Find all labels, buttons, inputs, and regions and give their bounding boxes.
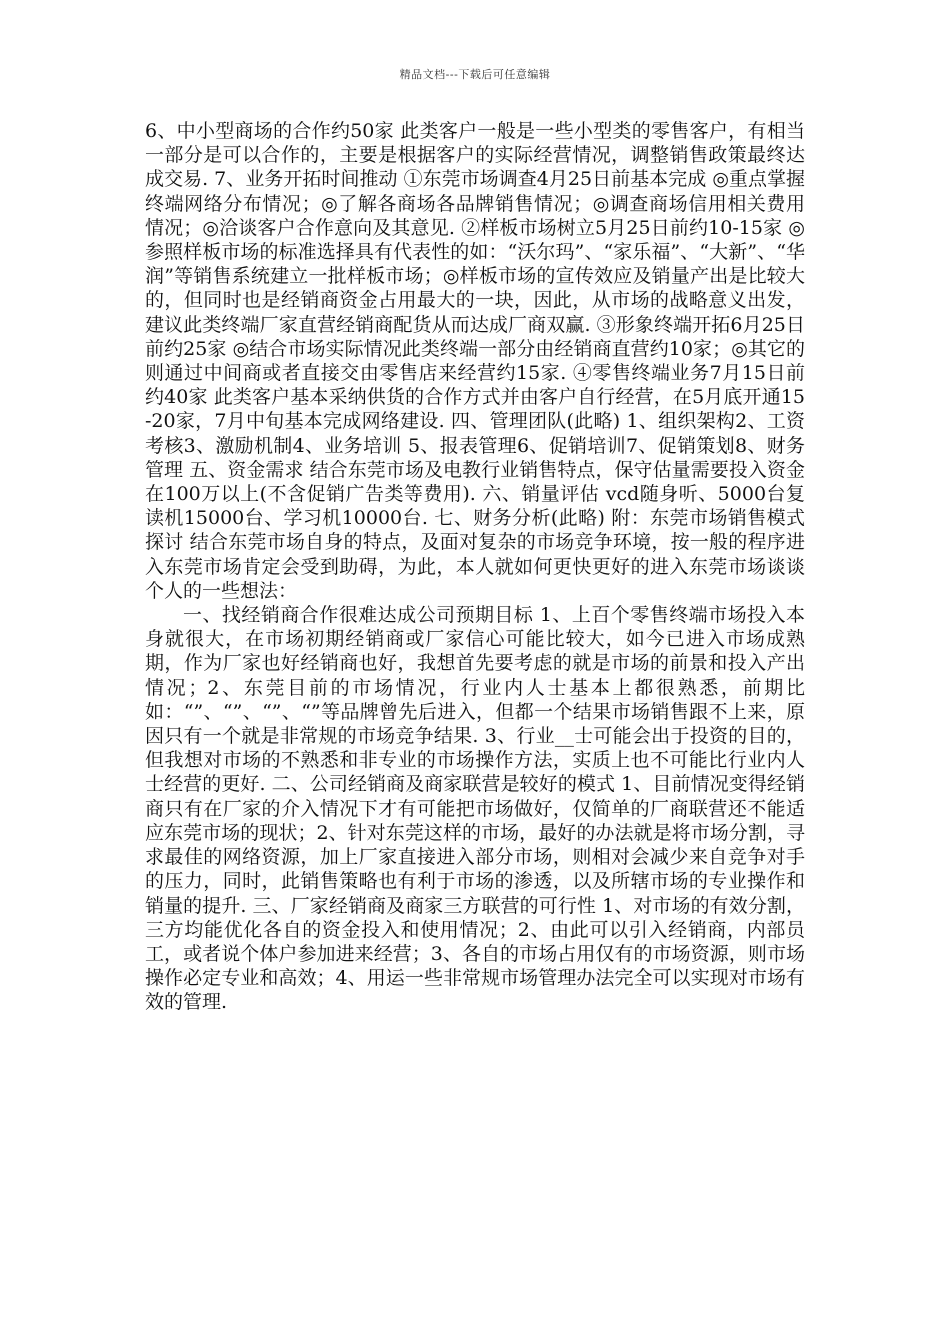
page-header: 精品文档---下载后可任意编辑 [399,68,551,81]
paragraph-2: 一、找经销商合作很难达成公司预期目标 1、上百个零售终端市场投入本身就很大，在市场初期经销商或厂家信心可能比较大，如今已进入市场成熟期，作为厂家也好经销商也好，我想首先要考虑的就是市场的前景和投入产出情况；2、东莞目前的市场情况，行业内人士基本上都很熟悉，前期比如：“”、“”、“”、“”等品牌曾先后进入，但都一个结果市场销售跟不上来，原因只有一个就是非常规的市场竞争结果. 3、行业__士可能会出于投资的目的，但我想对市场的不熟悉和非专业的市场操作方法，实质上也不可能比行业内人士经营的更好. 二、公司经销商及商家联营是较好的模式 1、目前情况变得经销商只有在厂家的介入情况下才有可能把市场做好，仅简单的厂商联营还不能适应东莞市场的现状；2、针对东莞这样的市场，最好的办法就是将市场分割，寻求最佳的网络资源，加上厂家直接进入部分市场，则相对会减少来自竞争对手的压力，同时，此销售策略也有利于市场的渗透，以及所辖市场的专业操作和销量的提升. 三、厂家经销商及商家三方联营的可行性 1、对市场的有效分割，三方均能优化各自的资金投入和使用情况；2、由此可以引入经销商，内部员工，或者说个体户参加进来经营；3、各自的市场占用仅有的市场资源，则市场操作必定专业和高效；4、用运一些非常规市场管理办法完全可以实现对市场有效的管理. [145,604,805,1014]
paragraph-1: 6、中小型商场的合作约50家 此类客户一般是一些小型类的零售客户，有相当一部分是可以合作的，主要是根据客户的实际经营情况，调整销售政策最终达成交易. 7、业务开拓时间推动 ①东莞市场调查4月25日前基本完成 ◎重点掌握终端网络分布情况；◎了解各商场各品牌销售情况；◎调查商场信用相关费用情况；◎洽谈客户合作意向及其意见. ②样板市场树立5月25日前约10-15家 ◎参照样板市场的标准选择具有代表性的如：“沃尔玛”、“家乐福”、“大新”、“华润”等销售系统建立一批样板市场；◎样板市场的宣传效应及销量产出是比较大的，但同时也是经销商资金占用最大的一块，因此，从市场的战略意义出发，建议此类终端厂家直营经销商配货从而达成厂商双赢. ③形象终端开拓6月25日前约25家 ◎结合市场实际情况此类终端一部分由经销商直营约10家；◎其它的则通过中间商或者直接交由零售店来经营约15家. ④零售终端业务7月15日前约40家 此类客户基本采纳供货的合作方式并由客户自行经营，在5月底开通15-20家，7月中旬基本完成网络建设. 四、管理团队(此略) 1、组织架构2、工资考核3、激励机制4、业务培训 5、报表管理6、促销培训7、促销策划8、财务管理 五、资金需求 结合东莞市场及电教行业销售特点，保守估量需要投入资金在100万以上(不含促销广告类等费用). 六、销量评估 vcd随身听、5000台复读机15000台、学习机10000台. 七、财务分析(此略) 附：东莞市场销售模式探讨 结合东莞市场自身的特点，及面对复杂的市场竞争环境，按一般的程序进入东莞市场肯定会受到助碍，为此，本人就如何更快更好的进入东莞市场谈谈个人的一些想法： [145,120,805,602]
document-body [145,119,805,1015]
